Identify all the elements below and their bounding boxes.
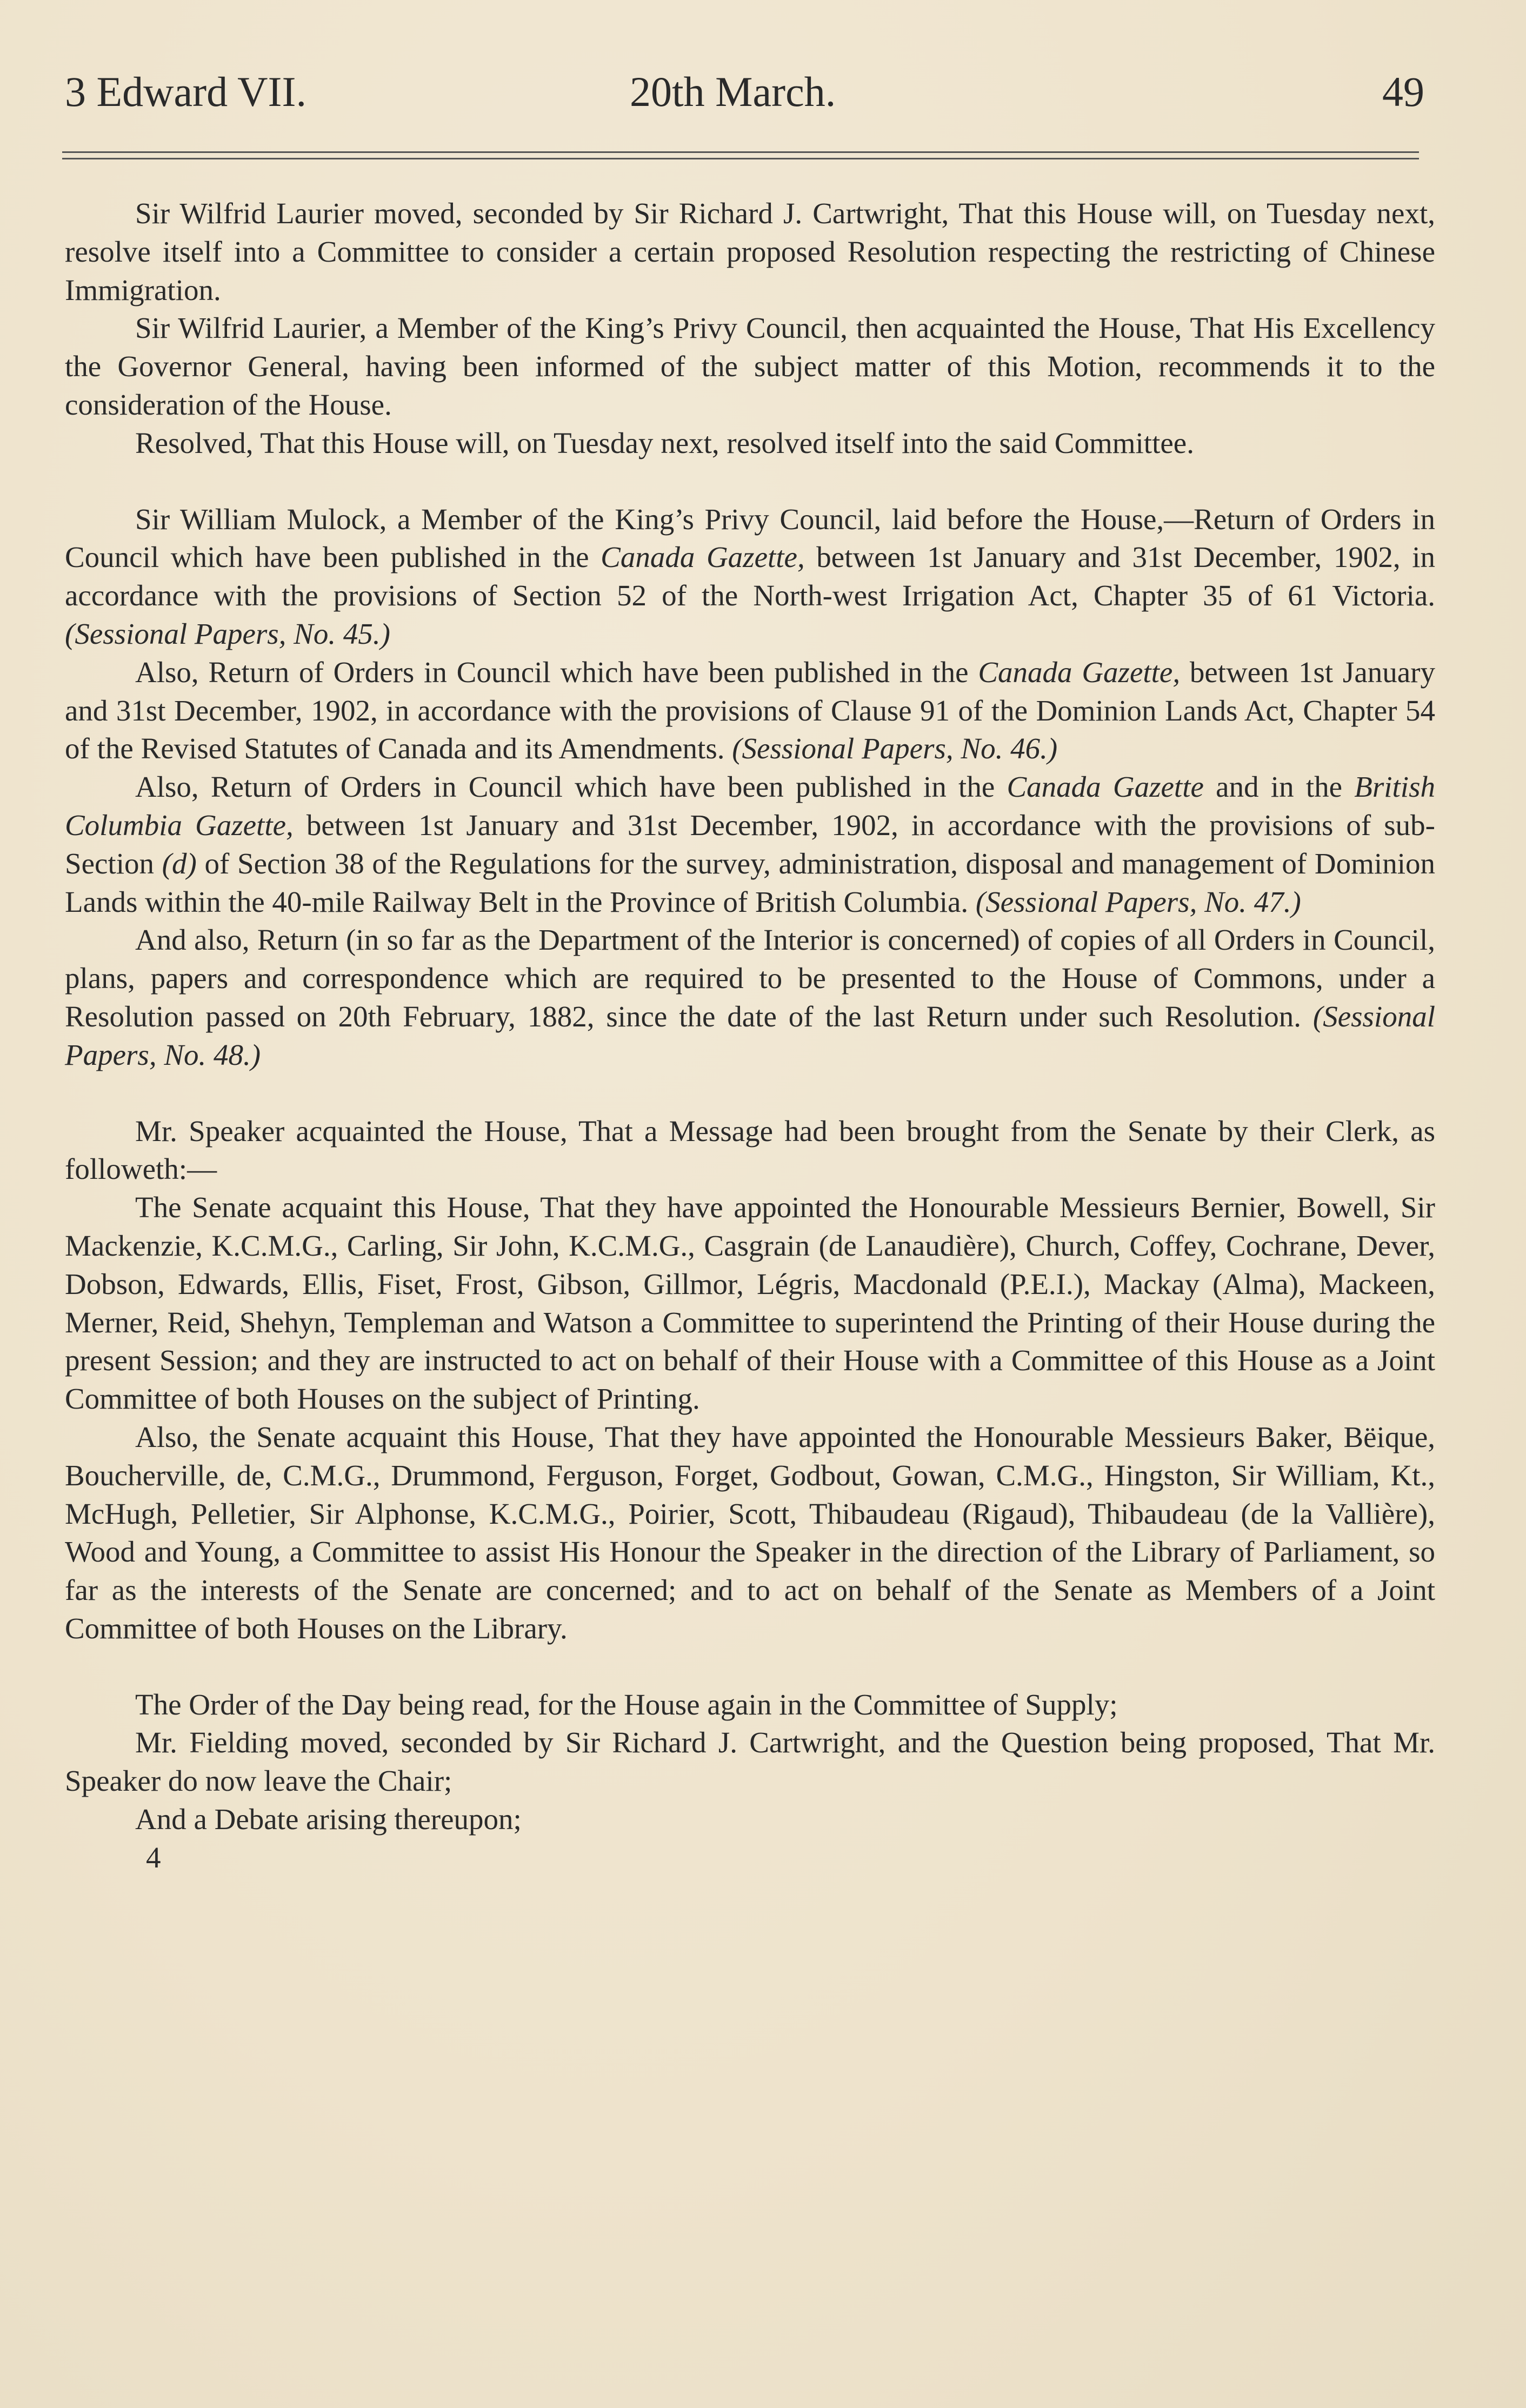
italic-run: (Sessional Papers, No. 48.) <box>65 999 1435 1071</box>
paragraph: Sir Wilfrid Laurier, a Member of the King’s Privy Council, then acquainted the House, That His Excellency the Governor General, having been informed of the subject matter of this Motion, recommends it to the consideration of the House. <box>65 311 1435 421</box>
italic-run: Canada Gazette <box>1007 770 1204 804</box>
paragraph: Mr. Speaker acquainted the House, That a Message had been brought from the Senate by their Clerk, as followeth:— <box>65 1114 1435 1186</box>
italic-run: British Columbia Gazette, <box>65 770 1435 842</box>
paragraph: Mr. Fielding moved, seconded by Sir Richard J. Cartwright, and the Question being proposed, That Mr. Speaker do now leave the Chair; <box>65 1726 1435 1798</box>
body-text <box>65 195 1435 1877</box>
signature-mark: 4 <box>146 1840 161 1874</box>
paragraph: Sir William Mulock, a Member of the King’s Privy Council, laid before the House,—Return of Orders in Council which have been published in the Canada Gazette, between 1st January and 31st December, 1902, in accordance with the provisions of Section 52 of the North-west Irrigation Act, Chapter 35 of 61 Victoria. (Sessional Papers, No. 45.) <box>65 502 1435 650</box>
paragraph: Also, the Senate acquaint this House, That they have appointed the Honourable Messieurs Baker, Bëique, Boucherville, de, C.M.G., Drummond, Ferguson, Forget, Godbout, Gowan, C.M.G., Hingston, Sir William, Kt., McHugh, Pelletier, Sir Alphonse, K.C.M.G., Poirier, Scott, Thibaudeau (Rigaud), Thibaudeau (de la Vallière), Wood and Young, a Committee to assist His Honour the Speaker in the direction of the Library of Parliament, so far as the interests of the Senate are concerned; and to act on behalf of the Senate as Members of a Joint Committee of both Houses on the Library. <box>65 1420 1435 1645</box>
italic-run: (Sessional Papers, No. 47.) <box>975 885 1301 918</box>
italic-run: (d) <box>162 846 197 880</box>
paragraph: And a Debate arising thereupon; <box>135 1803 522 1836</box>
running-head <box>65 62 1424 122</box>
italic-run: Canada Gazette, <box>978 655 1181 689</box>
paragraph: Also, Return of Orders in Council which have been published in the Canada Gazette and in the British Columbia Gazette, between 1st January and 31st December, 1902, in accordance with the provisions of sub-Section (d) of Section 38 of the Regulations for the survey, administration, disposal and management of Dominion Lands within the 40-mile Railway Belt in the Province of British Columbia. (Sessional Papers, No. 47.) <box>65 770 1435 918</box>
regnal-year: 3 Edward VII. <box>65 68 306 115</box>
header-rule-top <box>62 151 1419 153</box>
page-number: 49 <box>1382 68 1424 115</box>
italic-run: Canada Gazette, <box>601 541 805 574</box>
date-heading: 20th March. <box>630 68 836 115</box>
paragraph: Also, Return of Orders in Council which have been published in the Canada Gazette, between 1st January and 31st December, 1902, in accordance with the provisions of Clause 91 of the Dominion Lands Act, Chapter 54 of the Revised Statutes of Canada and its Amendments. (Sessional Papers, No. 46.) <box>65 655 1435 765</box>
italic-run: (Sessional Papers, No. 45.) <box>65 617 390 650</box>
paragraph: The Order of the Day being read, for the House again in the Committee of Supply; <box>135 1687 1118 1721</box>
header-rule-bottom <box>62 158 1419 159</box>
italic-run: (Sessional Papers, No. 46.) <box>732 732 1058 765</box>
paragraph: The Senate acquaint this House, That they have appointed the Honourable Messieurs Bernier, Bowell, Sir Mackenzie, K.C.M.G., Carling, Sir John, K.C.M.G., Casgrain (de Lanaudière), Church, Coffey, Cochrane, Dever, Dobson, Edwards, Ellis, Fiset, Frost, Gibson, Gillmor, Légris, Macdonald (P.E.I.), Mackay (Alma), Mackeen, Merner, Reid, Shehyn, Templeman and Watson a Committee to superintend the Printing of their House during the present Session; and they are instructed to act on behalf of their House with a Committee of this House as a Joint Committee of both Houses on the subject of Printing. <box>65 1191 1435 1416</box>
paragraph: And also, Return (in so far as the Department of the Interior is concerned) of copies of all Orders in Council, plans, papers and correspondence which are required to be presented to the House of Commons, under a Resolution passed on 20th February, 1882, since the date of the last Return under such Resolution. (Sessional Papers, No. 48.) <box>65 923 1435 1071</box>
paragraph: Resolved, That this House will, on Tuesday next, resolved itself into the said Committee. <box>135 426 1194 459</box>
paragraph: Sir Wilfrid Laurier moved, seconded by Sir Richard J. Cartwright, That this House will, on Tuesday next, resolve itself into a Committee to consider a certain proposed Resolution respecting the restricting of Chinese Immigration. <box>65 197 1435 306</box>
